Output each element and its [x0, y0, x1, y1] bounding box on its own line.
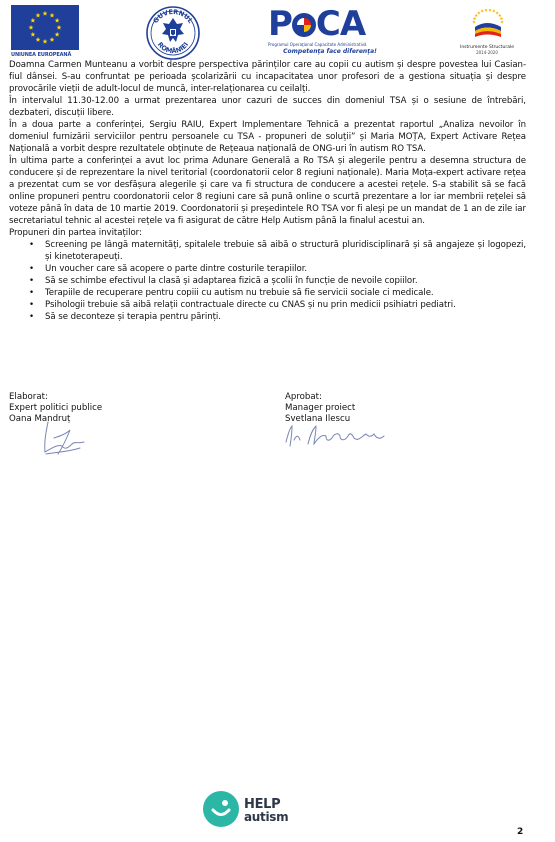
paragraph-second-part: În a doua parte a conferinței, Sergiu RAIU, Expert Implementare Tehnică a prezentat raportul „Analiza nevoilor în domeniul furnizării serviciilor pentru persoanele cu TSA - propuneri de soluții” și Maria MOȚA, Expert Activare Rețea Națională a vorbit despre rezultatele obținute de Rețeaua națională de ONG-uri în autism RO TSA. — [9, 120, 526, 154]
bullet: • — [29, 240, 35, 250]
poca-o-icon — [292, 13, 316, 37]
signature-name: Oana Mandruț — [9, 414, 71, 424]
eu-flag-icon — [11, 5, 79, 50]
signature-label: Aprobat: — [285, 392, 322, 402]
eu-caption: UNIUNEA EUROPEANĂ — [11, 52, 72, 58]
signature-block-prepared — [9, 392, 209, 425]
help-autism-logo-line1: HELP — [244, 797, 281, 812]
structural-instruments-logo — [456, 5, 518, 59]
paragraph-general-assembly: În ultima parte a conferinței a avut loc prima Adunare Generală a Ro TSA și alegerile pentru a desemna structura de conducere și de reprezentare la nivel teritorial (coordonatorii celor 8 regiuni naționale). Maria Moța-expert activare rețea a prezentat cum se vor desfășura alegerile și care va fi structura de conducere a acestei rețele. S-a stabilit să se facă online propuneri pentru coordonatorii celor 8 regiuni care să pună online o scurtă prezentare a lor iar membrii rețelei să voteze până în data de 10 martie 2019. Coordonatorii și președintele RO TSA vor fi aleși pe un mandat de 1 an de zile iar secretariatul tehnic al acestei rețele va fi asigurat de către Help Autism până la finalul acestui an. — [9, 156, 526, 226]
bullet: • — [29, 300, 35, 310]
list-item: • Screening pe lângă maternități, spitalele trebuie să aibă o structură pluridisciplinară și să angajeze și logopezi, și kinetoterapeuți. — [29, 240, 526, 262]
help-autism-logo-line2: autism — [244, 810, 289, 824]
paragraph-carmen-munteanu: Doamna Carmen Munteanu a vorbit despre perspectiva părinților care au copii cu autism și despre povestea lui Casian-fiul dânsei. S-au confruntat pe perioada școlarizării cu incapacitatea unor profesori de a gestiona situația și despre provocările vieții de adult-locul de muncă, inter-relaționarea cu ceilalți. — [9, 60, 526, 94]
bullet: • — [29, 312, 35, 322]
bullet: • — [29, 264, 35, 274]
structural-instruments-years: 2014-2020 — [476, 50, 498, 55]
bullet: • — [29, 288, 35, 298]
signature-role: Manager proiect — [285, 403, 356, 413]
poca-wordmark: P CA — [268, 4, 366, 44]
help-autism-mark-icon — [203, 791, 239, 827]
list-item: • Să se deconteze și terapia pentru părinți. — [29, 312, 221, 322]
help-autism-logo — [203, 791, 298, 831]
proposals-heading: Propuneri din partea invitaților: — [9, 228, 142, 238]
document-body — [9, 59, 526, 323]
list-item: • Un voucher care să acopere o parte dintre costurile terapiilor. — [29, 264, 308, 274]
list-item: • Terapiile de recuperare pentru copiii cu autism nu trebuie să fie servicii sociale ci medicale. — [29, 288, 434, 298]
poca-logo — [268, 6, 392, 60]
poca-tagline: Competenţa face diferenţa! — [283, 48, 377, 55]
signature-role: Expert politici publice — [9, 403, 103, 413]
page-number: 2 — [517, 827, 524, 837]
government-logo-top-text: GUVERNUL — [151, 7, 195, 25]
structural-instruments-caption: Instrumente Structurale — [460, 45, 514, 50]
eu-logo — [11, 5, 79, 58]
signature-name: Svetlana Ilescu — [285, 414, 351, 424]
handwritten-signature-right — [282, 420, 402, 450]
signature-label: Elaborat: — [9, 392, 48, 402]
paragraph-success-cases: În intervalul 11.30-12.00 a urmat prezentarea unor cazuri de succes din domeniul TSA și o sesiune de întrebări, dezbateri, discuții libere. — [9, 96, 526, 118]
list-item: • Psihologii trebuie să aibă relații contractuale directe cu CNAS și nu prin medicii psihiatri pediatri. — [29, 300, 456, 310]
government-logo — [146, 6, 200, 60]
structural-instruments-icon — [467, 5, 507, 39]
handwritten-signature-left — [40, 418, 90, 460]
bullet: • — [29, 276, 35, 286]
svg-text:GUVERNUL — [151, 8, 194, 25]
eu-stars-icon — [11, 5, 79, 50]
poca-subtitle: Programul Operaţional Capacitate Administrativă — [268, 42, 367, 47]
list-item: • Să se schimbe efectivul la clasă și adaptarea fizică a școlii în funcție de nevoile copiilor. — [29, 276, 418, 286]
proposals-list — [9, 239, 526, 323]
svg-text:ROMÂNIEI — [156, 41, 190, 56]
government-logo-bottom-text: ROMÂNIEI — [155, 40, 191, 56]
